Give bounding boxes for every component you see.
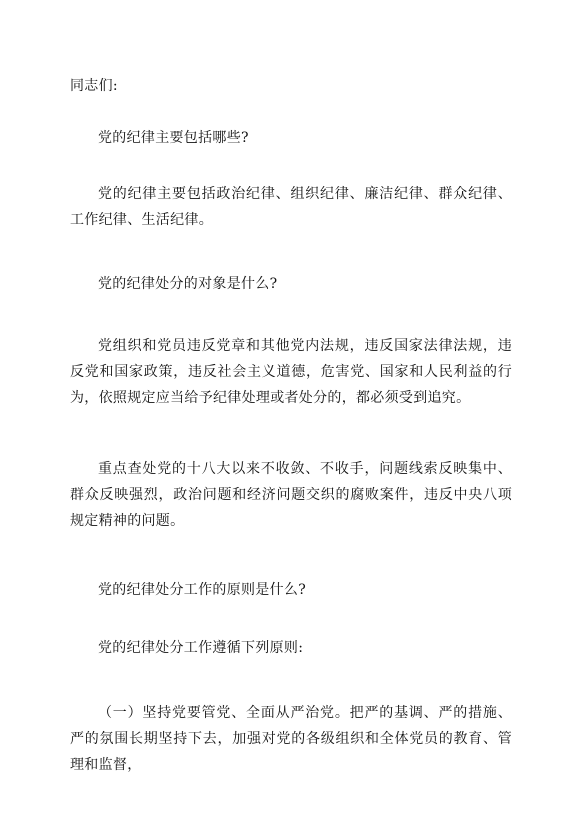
paragraph-4: （一）坚持党要管党、全面从严治党。把严的基调、严的措施、严的氛围长期坚持下去，加强对党的各级组织和全体党员的教育、管理和监督， <box>70 705 512 773</box>
answer-1: 党的纪律主要包括政治纪律、组织纪律、廉洁纪律、群众纪律、工作纪律、生活纪律。 <box>70 186 512 228</box>
question-2: 党的纪律处分的对象是什么? <box>98 276 278 292</box>
question-1: 党的纪律主要包括哪些? <box>98 130 249 146</box>
answer-2: 党组织和党员违反党章和其他党内法规，违反国家法律法规，违反党和国家政策，违反社会主义道德，危害党、国家和人民利益的行为，依照规定应当给予纪律处理或者处分的，都必须受到追究。 <box>70 338 512 406</box>
question-3: 党的纪律处分工作的原则是什么? <box>98 582 307 598</box>
salutation: 同志们: <box>70 78 118 94</box>
answer-3: 党的纪律处分工作遵循下列原则: <box>98 640 304 656</box>
paragraph-3: 重点查处党的十八大以来不收敛、不收手，问题线索反映集中、群众反映强烈，政治问题和经济问题交织的腐败案件，违反中央八项规定精神的问题。 <box>70 461 512 529</box>
